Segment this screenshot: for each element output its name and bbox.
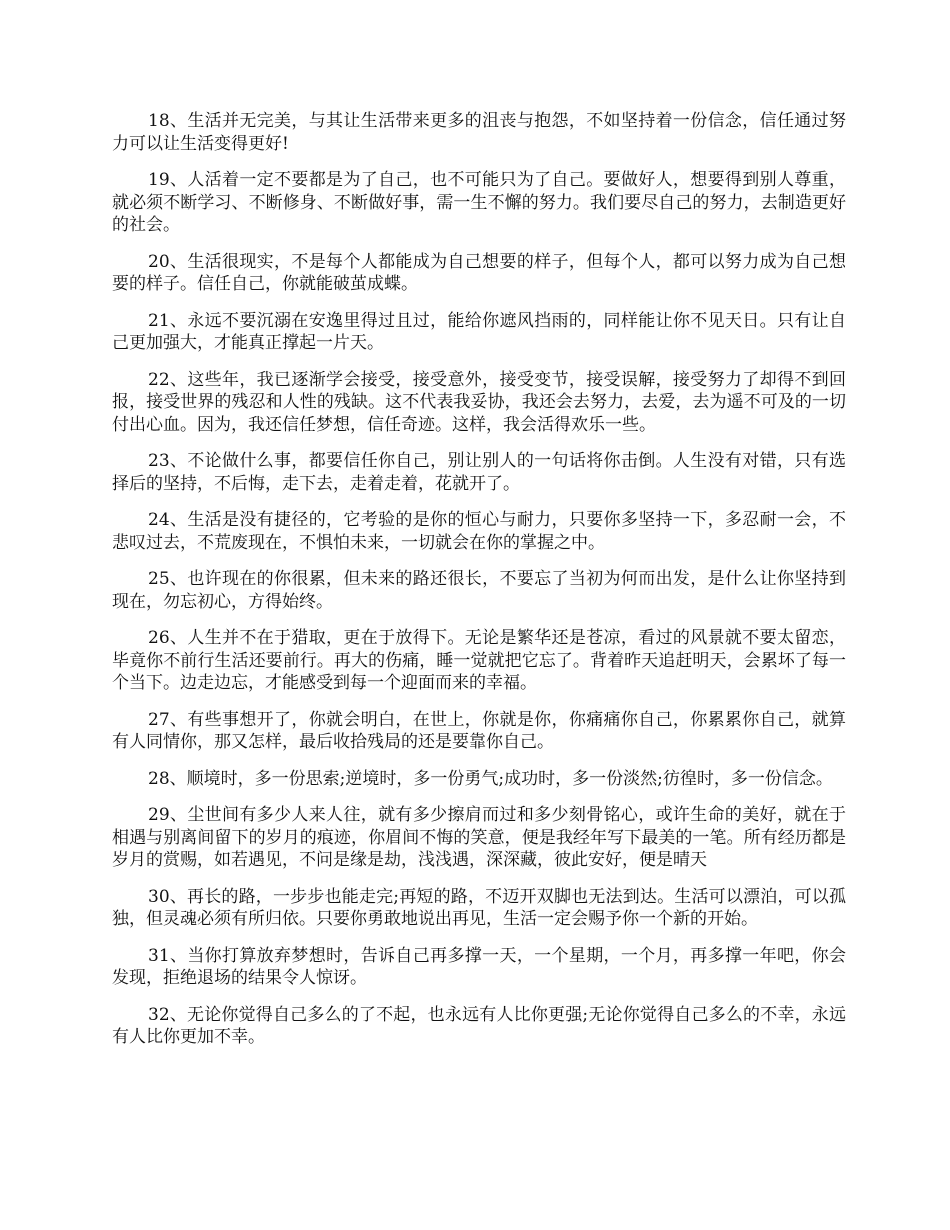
paragraph-21: 21、永远不要沉溺在安逸里得过且过，能给你遮风挡雨的，同样能让你不见天日。只有让自己更加强大，才能真正撑起一片天。 <box>112 310 846 353</box>
paragraph-28: 28、顺境时，多一份思索;逆境时，多一份勇气;成功时，多一份淡然;彷徨时，多一份信念。 <box>148 768 833 789</box>
paragraph-31: 31、当你打算放弃梦想时，告诉自己再多撑一天，一个星期，一个月，再多撑一年吧，你会发现，拒绝退场的结果令人惊讶。 <box>112 945 846 988</box>
paragraph-26: 26、人生并不在于猎取，更在于放得下。无论是繁华还是苍凉，看过的风景就不要太留恋，毕竟你不前行生活还要前行。再大的伤痛，睡一觉就把它忘了。背着昨天追赶明天，会累坏了每一个当下。边走边忘，才能感受到每一个迎面而来的幸福。 <box>112 628 846 693</box>
paragraph-29: 29、尘世间有多少人来人往，就有多少擦肩而过和多少刻骨铭心，或许生命的美好，就在于相遇与别离间留下的岁月的痕迹，你眉间不悔的笑意，便是我经年写下最美的一笔。所有经历都是岁月的赏赐，如若遇见，不问是缘是劫，浅浅遇，深深藏，彼此安好，便是晴天 <box>112 805 846 870</box>
paragraph-32: 32、无论你觉得自己多么的了不起，也永远有人比你更强;无论你觉得自己多么的不幸，永远有人比你更加不幸。 <box>112 1004 846 1047</box>
document-body <box>112 110 846 1063</box>
paragraph-23: 23、不论做什么事，都要信任你自己，别让别人的一句话将你击倒。人生没有对错，只有选择后的坚持，不后悔，走下去，走着走着，花就开了。 <box>112 451 846 494</box>
paragraph-30: 30、再长的路，一步步也能走完;再短的路，不迈开双脚也无法到达。生活可以漂泊，可以孤独，但灵魂必须有所归依。只要你勇敢地说出再见，生活一定会赐予你一个新的开始。 <box>112 886 846 929</box>
paragraph-27: 27、有些事想开了，你就会明白，在世上，你就是你，你痛痛你自己，你累累你自己，就算有人同情你，那又怎样，最后收拾残局的还是要靠你自己。 <box>112 709 846 752</box>
paragraph-18: 18、生活并无完美，与其让生活带来更多的沮丧与抱怨，不如坚持着一份信念，信任通过努力可以让生活变得更好! <box>112 111 846 154</box>
paragraph-24: 24、生活是没有捷径的，它考验的是你的恒心与耐力，只要你多坚持一下，多忍耐一会，不悲叹过去，不荒废现在，不惧怕未来，一切就会在你的掌握之中。 <box>112 510 846 553</box>
paragraph-20: 20、生活很现实，不是每个人都能成为自己想要的样子，但每个人，都可以努力成为自己想要的样子。信任自己，你就能破茧成蝶。 <box>112 251 846 294</box>
paragraph-25: 25、也许现在的你很累，但未来的路还很长，不要忘了当初为何而出发，是什么让你坚持到现在，勿忘初心，方得始终。 <box>112 569 846 612</box>
paragraph-19: 19、人活着一定不要都是为了自己，也不可能只为了自己。要做好人，想要得到别人尊重，就必须不断学习、不断修身、不断做好事，需一生不懈的努力。我们要尽自己的努力，去制造更好的社会。 <box>112 170 846 235</box>
paragraph-22: 22、这些年，我已逐渐学会接受，接受意外，接受变节，接受误解，接受努力了却得不到回报，接受世界的残忍和人性的残缺。这不代表我妥协，我还会去努力，去爱，去为遥不可及的一切付出心血。因为，我还信任梦想，信任奇迹。这样，我会活得欢乐一些。 <box>112 369 846 435</box>
